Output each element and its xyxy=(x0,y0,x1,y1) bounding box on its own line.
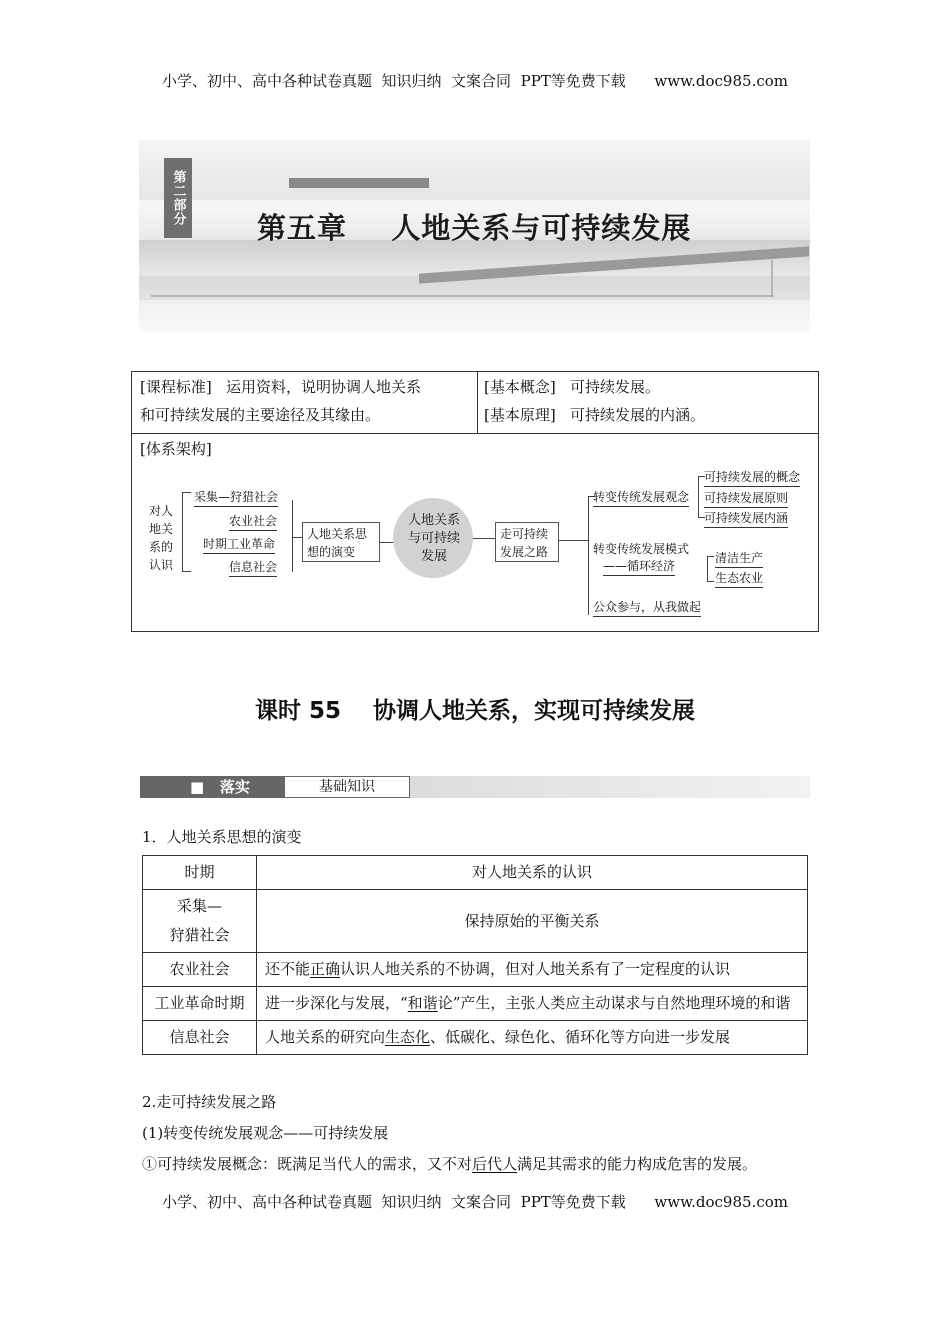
table-row xyxy=(143,987,808,1021)
section2-item-text: 满足其需求的能力构成危害的发展。 xyxy=(517,1155,758,1173)
cognition-text: 保持原始的平衡关系 xyxy=(464,911,600,930)
chapter-banner xyxy=(139,140,810,332)
mindmap-bracket-left xyxy=(182,492,191,572)
underlined-term: 正确 xyxy=(310,960,341,978)
banner-bottom xyxy=(139,300,810,332)
concept-branch: 转变传统发展观念 xyxy=(593,488,689,507)
lesson-title: 课时 55 协调人地关系，实现可持续发展 xyxy=(254,698,696,724)
system-structure-label: [体系架构] xyxy=(140,440,212,458)
course-standard-text-2: 和可持续发展的主要途径及其缘由。 xyxy=(140,406,381,424)
basic-concept-text: 可持续发展。 xyxy=(570,378,661,396)
cognition-text: 人地关系的研究向 xyxy=(265,1028,386,1046)
period-cell: 信息社会 xyxy=(143,1021,257,1055)
evolution-table xyxy=(142,855,808,1055)
course-standard-text-1: 运用资料，说明协调人地关系 xyxy=(226,378,422,396)
basic-concept-label: [基本概念] xyxy=(484,378,556,396)
banner-rule-end xyxy=(771,260,773,297)
underlined-term: 后代人 xyxy=(472,1155,518,1173)
mindmap-bracket-stages xyxy=(292,500,299,572)
mindmap-evolution: 人地关系思 想的演变 xyxy=(302,522,380,562)
period-cell: 工业革命时期 xyxy=(143,987,257,1021)
table-header-period: 时期 xyxy=(143,856,257,890)
public-branch: 公众参与，从我做起 xyxy=(593,598,701,617)
basic-principle xyxy=(484,400,705,430)
mindmap-road: 走可持续 发展之路 xyxy=(495,522,559,562)
underlined-term: 生态化 xyxy=(385,1028,431,1046)
mindmap-bracket-mode xyxy=(707,556,714,582)
stage-4: 信息社会 xyxy=(229,558,277,577)
cognition-cell xyxy=(257,953,808,987)
connector-center xyxy=(473,538,495,539)
banner-pier-far xyxy=(289,178,429,188)
table-divider-h xyxy=(132,433,818,434)
cognition-text: 还不能 xyxy=(265,960,311,978)
mode-branch: 转变传统发展模式 xyxy=(593,542,690,556)
cognition-text: 进一步深化与发展，“ xyxy=(265,994,408,1012)
basic-concept xyxy=(484,372,660,402)
basic-principle-label: [基本原理] xyxy=(484,406,556,424)
mode-item-1: 清洁生产 xyxy=(715,549,763,568)
section2-item xyxy=(142,1153,757,1174)
course-standard-label: [课程标准] xyxy=(140,378,212,396)
table-header-row xyxy=(143,856,808,890)
concept-item-1: 可持续发展的概念 xyxy=(704,468,800,487)
period-cell: 农业社会 xyxy=(143,953,257,987)
cognition-text: 论”产生，主张人类应主动谋求与自然地理环境的和谐 xyxy=(437,994,791,1012)
connector-road xyxy=(559,540,589,541)
table-row xyxy=(143,890,808,953)
banner-rule xyxy=(151,295,774,297)
concept-item-2: 可持续发展原则 xyxy=(704,489,788,508)
concept-item-3: 可持续发展内涵 xyxy=(704,509,788,528)
section2-title: 2.走可持续发展之路 xyxy=(142,1093,277,1111)
section2-item-text: ①可持续发展概念：既满足当代人的需求，又不对 xyxy=(142,1155,473,1173)
mode-sub: ——循环经济 xyxy=(603,557,675,576)
section2-subtitle: (1)转变传统发展观念——可持续发展 xyxy=(142,1124,389,1142)
cognition-text: 、低碳化、绿色化、循环化等方向进一步发展 xyxy=(430,1028,731,1046)
basic-principle-text: 可持续发展的内涵。 xyxy=(570,406,706,424)
section-bar-right: 基础知识 xyxy=(284,776,410,798)
stage-3: 时期工业革命 xyxy=(203,535,275,554)
section-bar-left xyxy=(140,776,284,798)
section-bar-left-text: ■ 落实 xyxy=(190,778,250,796)
mindmap-center: 人地关系 与可持续 发展 xyxy=(407,513,460,564)
mode-item-2: 生态农业 xyxy=(715,569,763,588)
mindmap-root: 对人 地关 系的 认识 xyxy=(148,504,173,572)
table-row xyxy=(143,953,808,987)
banner-sky xyxy=(139,140,810,200)
table-row xyxy=(143,1021,808,1055)
section1-title: 1．人地关系思想的演变 xyxy=(142,828,302,846)
part-tag: 第二部分 xyxy=(164,158,192,238)
section-bar xyxy=(140,776,810,798)
chapter-title: 第五章 人地关系与可持续发展 xyxy=(257,211,692,245)
underlined-term: 和谐 xyxy=(407,994,438,1012)
cognition-cell xyxy=(257,890,808,953)
page-header: 小学、初中、高中各种试卷真题 知识归纳 文案合同 PPT等免费下载 www.doc985.com xyxy=(161,72,788,90)
cognition-cell xyxy=(257,1021,808,1055)
table-divider-v xyxy=(477,372,478,433)
connector-evolution xyxy=(380,542,394,543)
standards-table xyxy=(131,371,819,632)
stage-1: 采集—狩猎社会 xyxy=(194,488,278,507)
stage-2: 农业社会 xyxy=(229,512,277,531)
cognition-cell xyxy=(257,987,808,1021)
page-footer: 小学、初中、高中各种试卷真题 知识归纳 文案合同 PPT等免费下载 www.doc985.com xyxy=(161,1193,788,1211)
course-standard xyxy=(140,372,475,402)
table-header-cognition: 对人地关系的认识 xyxy=(257,856,808,890)
period-cell: 采集— 狩猎社会 xyxy=(143,890,257,953)
connector-stages xyxy=(292,537,302,538)
cognition-text: 认识人地关系的不协调，但对人地关系有了一定程度的认识 xyxy=(340,960,731,978)
